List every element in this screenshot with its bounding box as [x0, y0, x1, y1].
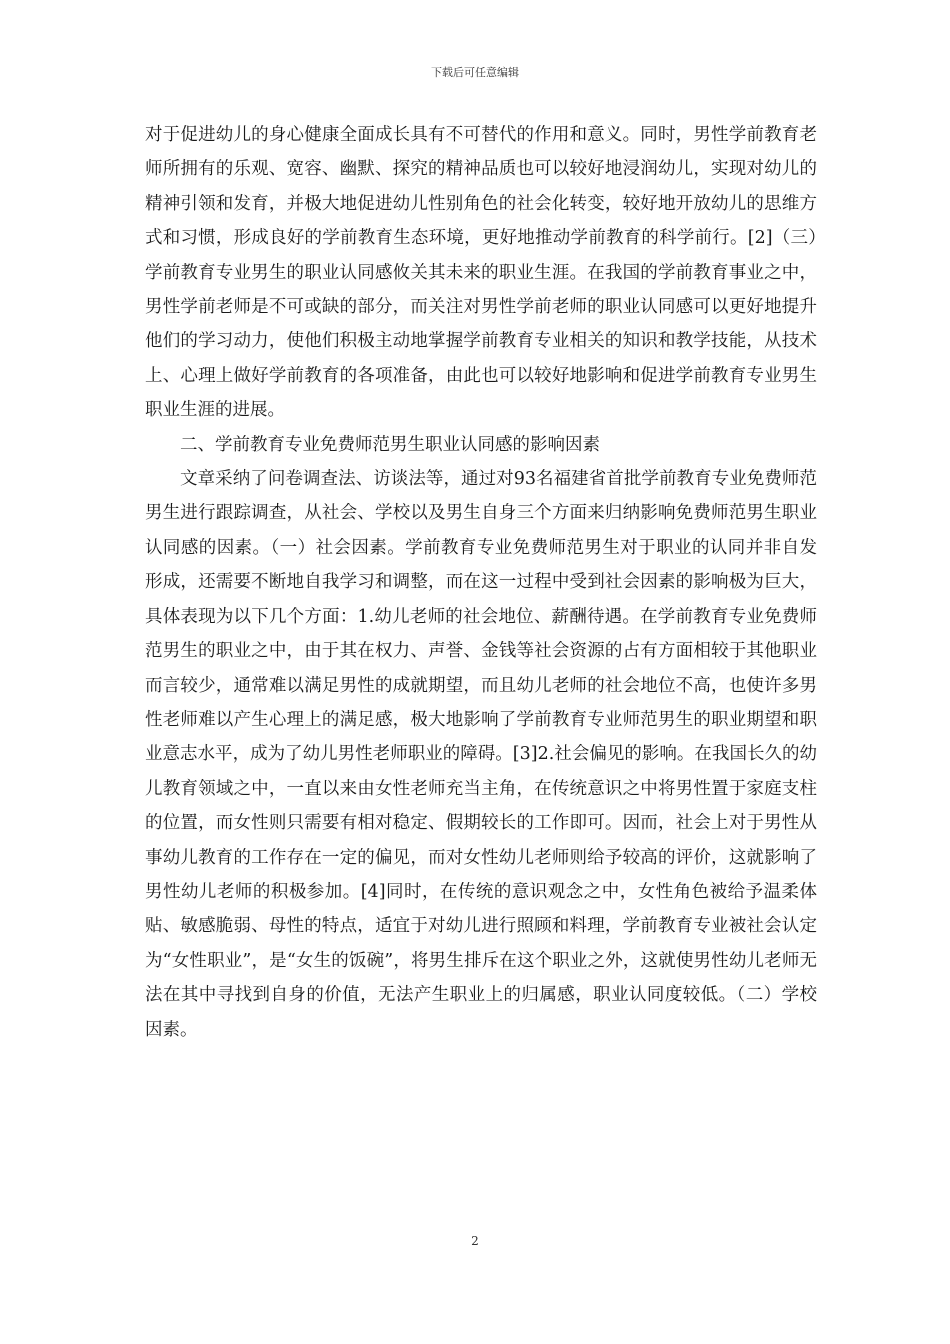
section-heading: 二、学前教育专业免费师范男生职业认同感的影响因素	[180, 434, 600, 455]
body-paragraph: 对于促进幼儿的身心健康全面成长具有不可替代的作用和意义。同时，男性学前教育老师所拥有的乐观、宽容、幽默、探究的精神品质也可以较好地浸润幼儿，实现对幼儿的精神引领和发育，并极大地促进幼儿性别角色的社会化转变，较好地开放幼儿的思维方式和习惯，形成良好的学前教育生态环境，更好地推动学前教育的科学前行。[2]（三）学前教育专业男生的职业认同感攸关其未来的职业生涯。在我国的学前教育事业之中，男性学前老师是不可或缺的部分，而关注对男性学前老师的职业认同感可以更好地提升他们的学习动力，使他们积极主动地掌握学前教育专业相关的知识和教学技能，从技术上、心理上做好学前教育的各项准备，由此也可以较好地影响和促进学前教育专业男生职业生涯的进展。	[145, 125, 817, 421]
page-number: 2	[471, 1234, 479, 1248]
body-paragraph: 文章采纳了问卷调查法、访谈法等，通过对93名福建省首批学前教育专业免费师范男生进行跟踪调查，从社会、学校以及男生自身三个方面来归纳影响免费师范男生职业认同感的因素。（一）社会因素。学前教育专业免费师范男生对于职业的认同并非自发形成，还需要不断地自我学习和调整，而在这一过程中受到社会因素的影响极为巨大，具体表现为以下几个方面：1.幼儿老师的社会地位、薪酬待遇。在学前教育专业免费师范男生的职业之中，由于其在权力、声誉、金钱等社会资源的占有方面相较于其他职业而言较少，通常难以满足男性的成就期望，而且幼儿老师的社会地位不高，也使许多男性老师难以产生心理上的满足感，极大地影响了学前教育专业师范男生的职业期望和职业意志水平，成为了幼儿男性老师职业的障碍。[3]2.社会偏见的影响。在我国长久的幼儿教育领域之中，一直以来由女性老师充当主角，在传统意识之中将男性置于家庭支柱的位置，而女性则只需要有相对稳定、假期较长的工作即可。因而，社会上对于男性从事幼儿教育的工作存在一定的偏见，而对女性幼儿老师则给予较高的评价，这就影响了男性幼儿老师的积极参加。[4]同时，在传统的意识观念之中，女性角色被给予温柔体贴、敏感脆弱、母性的特点，适宜于对幼儿进行照顾和料理，学前教育专业被社会认定为“女性职业”，是“女生的饭碗”，将男生排斥在这个职业之外，这就使男性幼儿老师无法在其中寻找到自身的价值，无法产生职业上的归属感，职业认同度较低。（二）学校因素。	[145, 469, 817, 1040]
page-header-note: 下载后可任意编辑	[431, 66, 519, 79]
document-body	[145, 118, 817, 1047]
